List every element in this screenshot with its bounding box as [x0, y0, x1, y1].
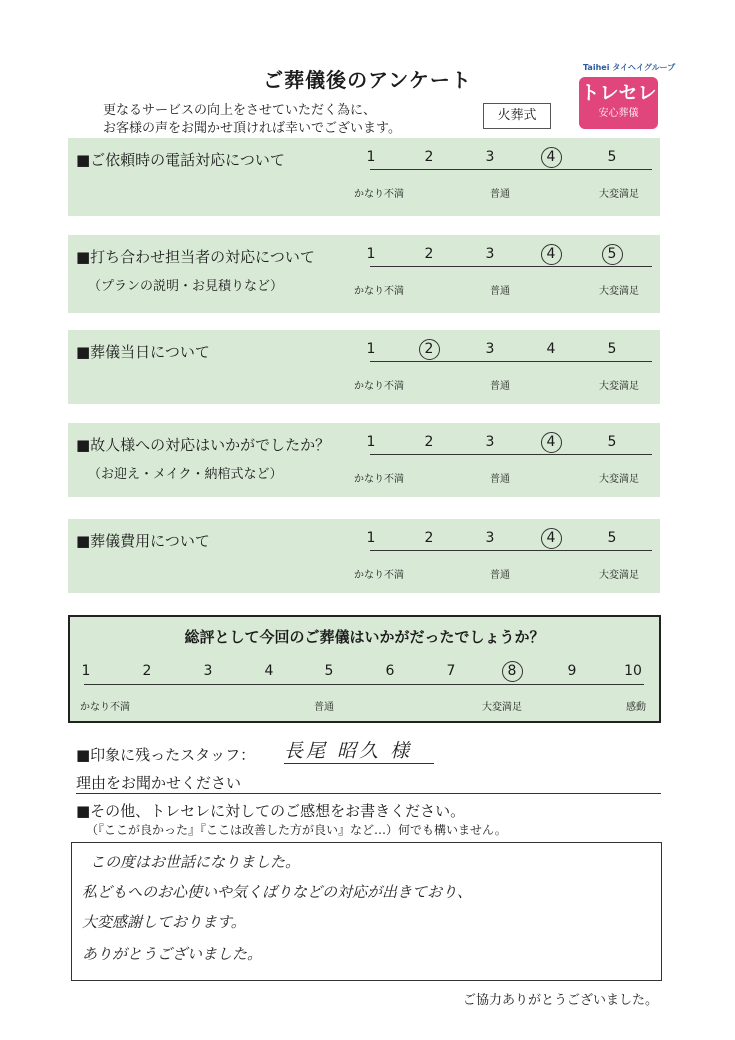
- scale-label-low: かなり不満: [354, 286, 404, 297]
- selected-circle: [541, 528, 562, 549]
- comment-line-3: 大変感謝しております。: [82, 913, 246, 931]
- rating-option-5[interactable]: 5: [607, 434, 617, 450]
- rating-option-2[interactable]: 2: [424, 434, 434, 450]
- rating-option-3[interactable]: 3: [485, 341, 495, 357]
- question-band: [68, 235, 660, 313]
- scale-label-high: 大変満足: [599, 381, 639, 392]
- logo-sub: 安心葬儀: [598, 108, 639, 119]
- overall-option-7[interactable]: 7: [446, 663, 456, 679]
- rating-option-1[interactable]: 1: [366, 434, 376, 450]
- rating-option-4[interactable]: 4: [546, 149, 556, 165]
- overall-option-8[interactable]: 8: [507, 663, 517, 679]
- rating-option-4[interactable]: 4: [546, 246, 556, 262]
- question-label: ■葬儀当日について: [76, 343, 210, 361]
- rating-scale-line: [370, 169, 652, 170]
- reason-label: 理由をお聞かせください: [76, 774, 242, 792]
- question-band: [68, 138, 660, 216]
- selected-circle: [541, 432, 562, 453]
- footer-thanks: ご協力ありがとうございました。: [463, 993, 659, 1008]
- scale-label-low: かなり不満: [354, 189, 404, 200]
- intro-text: [103, 102, 401, 138]
- overall-option-4[interactable]: 4: [264, 663, 274, 679]
- rating-option-2[interactable]: 2: [424, 246, 434, 262]
- overall-question: 総評として今回のご葬儀はいかがだったでしょうか？: [184, 628, 545, 646]
- scale-label-mid: 普通: [490, 570, 510, 581]
- selected-circle: [419, 339, 440, 360]
- scale-label-low: かなり不満: [354, 570, 404, 581]
- brand-group: Taihei タイヘイグループ: [583, 63, 676, 72]
- question-label: ■打ち合わせ担当者の対応について: [76, 248, 315, 266]
- other-note: （『ここが良かった』『ここは改善した方が良い』など…）何でも構いません。: [86, 823, 507, 837]
- rating-option-1[interactable]: 1: [366, 530, 376, 546]
- overall-option-6[interactable]: 6: [385, 663, 395, 679]
- overall-option-2[interactable]: 2: [142, 663, 152, 679]
- rating-option-3[interactable]: 3: [485, 149, 495, 165]
- scale-label-low: かなり不満: [354, 474, 404, 485]
- overall-option-10[interactable]: 10: [624, 663, 642, 679]
- comment-line-2: 私どもへのお心使いや気くばりなどの対応が出きており、: [82, 883, 473, 901]
- comment-line-1: この度はお世話になりました。: [90, 853, 301, 871]
- rating-option-2[interactable]: 2: [424, 341, 434, 357]
- question-band: [68, 423, 660, 497]
- question-band: [68, 330, 660, 404]
- scale-label-high: 大変満足: [599, 474, 639, 485]
- rating-option-3[interactable]: 3: [485, 530, 495, 546]
- overall-selected-circle: [502, 661, 523, 682]
- intro-line-1: 更なるサービスの向上をさせていただく為に、: [103, 103, 377, 118]
- ceremony-type-badge: 火葬式: [483, 103, 551, 129]
- rating-option-3[interactable]: 3: [485, 246, 495, 262]
- rating-option-5[interactable]: 5: [607, 341, 617, 357]
- scale-label-high: 大変満足: [599, 286, 639, 297]
- rating-option-4[interactable]: 4: [546, 341, 556, 357]
- overall-option-3[interactable]: 3: [203, 663, 213, 679]
- scale-label-mid: 普通: [490, 381, 510, 392]
- rating-option-2[interactable]: 2: [424, 530, 434, 546]
- selected-circle: [541, 147, 562, 168]
- rating-option-1[interactable]: 1: [366, 149, 376, 165]
- comment-box[interactable]: [71, 842, 662, 981]
- overall-scale-line: [84, 684, 644, 685]
- overall-label-mid: 普通: [314, 702, 334, 713]
- question-label: ■葬儀費用について: [76, 532, 210, 550]
- question-label: ■ご依頼時の電話対応について: [76, 151, 285, 169]
- rating-option-5[interactable]: 5: [607, 530, 617, 546]
- scale-label-low: かなり不満: [354, 381, 404, 392]
- overall-label-low: かなり不満: [80, 702, 130, 713]
- rating-scale-line: [370, 361, 652, 362]
- rating-option-4[interactable]: 4: [546, 530, 556, 546]
- rating-scale-line: [370, 266, 652, 267]
- staff-name: 長尾 昭久 様: [284, 740, 413, 762]
- other-label: ■その他、トレセレに対してのご感想をお書きください。: [76, 802, 466, 820]
- question-sub: （お迎え・メイク・納棺式など）: [88, 467, 283, 482]
- rating-option-1[interactable]: 1: [366, 341, 376, 357]
- comment-line-4: ありがとうございました。: [82, 945, 263, 963]
- selected-circle: [541, 244, 562, 265]
- overall-option-1[interactable]: 1: [81, 663, 91, 679]
- scale-label-mid: 普通: [490, 189, 510, 200]
- overall-option-9[interactable]: 9: [567, 663, 577, 679]
- staff-underline: [284, 763, 434, 764]
- overall-label-top: 感動: [626, 702, 646, 713]
- logo-main: トレセレ: [580, 82, 657, 104]
- intro-line-2: お客様の声をお聞かせ頂ければ幸いでございます。: [103, 121, 401, 136]
- rating-option-5[interactable]: 5: [607, 246, 617, 262]
- scale-label-mid: 普通: [490, 474, 510, 485]
- scale-label-high: 大変満足: [599, 189, 639, 200]
- scale-label-high: 大変満足: [599, 570, 639, 581]
- scale-label-mid: 普通: [490, 286, 510, 297]
- rating-option-5[interactable]: 5: [607, 149, 617, 165]
- rating-option-2[interactable]: 2: [424, 149, 434, 165]
- rating-option-4[interactable]: 4: [546, 434, 556, 450]
- question-label: ■故人様への対応はいかがでしたか？: [76, 436, 331, 454]
- rating-scale-line: [370, 454, 652, 455]
- overall-label-high: 大変満足: [482, 702, 522, 713]
- rating-option-1[interactable]: 1: [366, 246, 376, 262]
- question-sub: （プランの説明・お見積りなど）: [88, 279, 284, 294]
- overall-rating-box: [68, 615, 661, 723]
- staff-label: ■印象に残ったスタッフ：: [76, 746, 256, 764]
- logo: [579, 77, 658, 129]
- page-title: ご葬儀後のアンケート: [263, 68, 472, 92]
- rating-scale-line: [370, 550, 652, 551]
- selected-circle: [602, 244, 623, 265]
- reason-underline: [76, 793, 661, 794]
- overall-option-5[interactable]: 5: [324, 663, 334, 679]
- question-band: [68, 519, 660, 593]
- rating-option-3[interactable]: 3: [485, 434, 495, 450]
